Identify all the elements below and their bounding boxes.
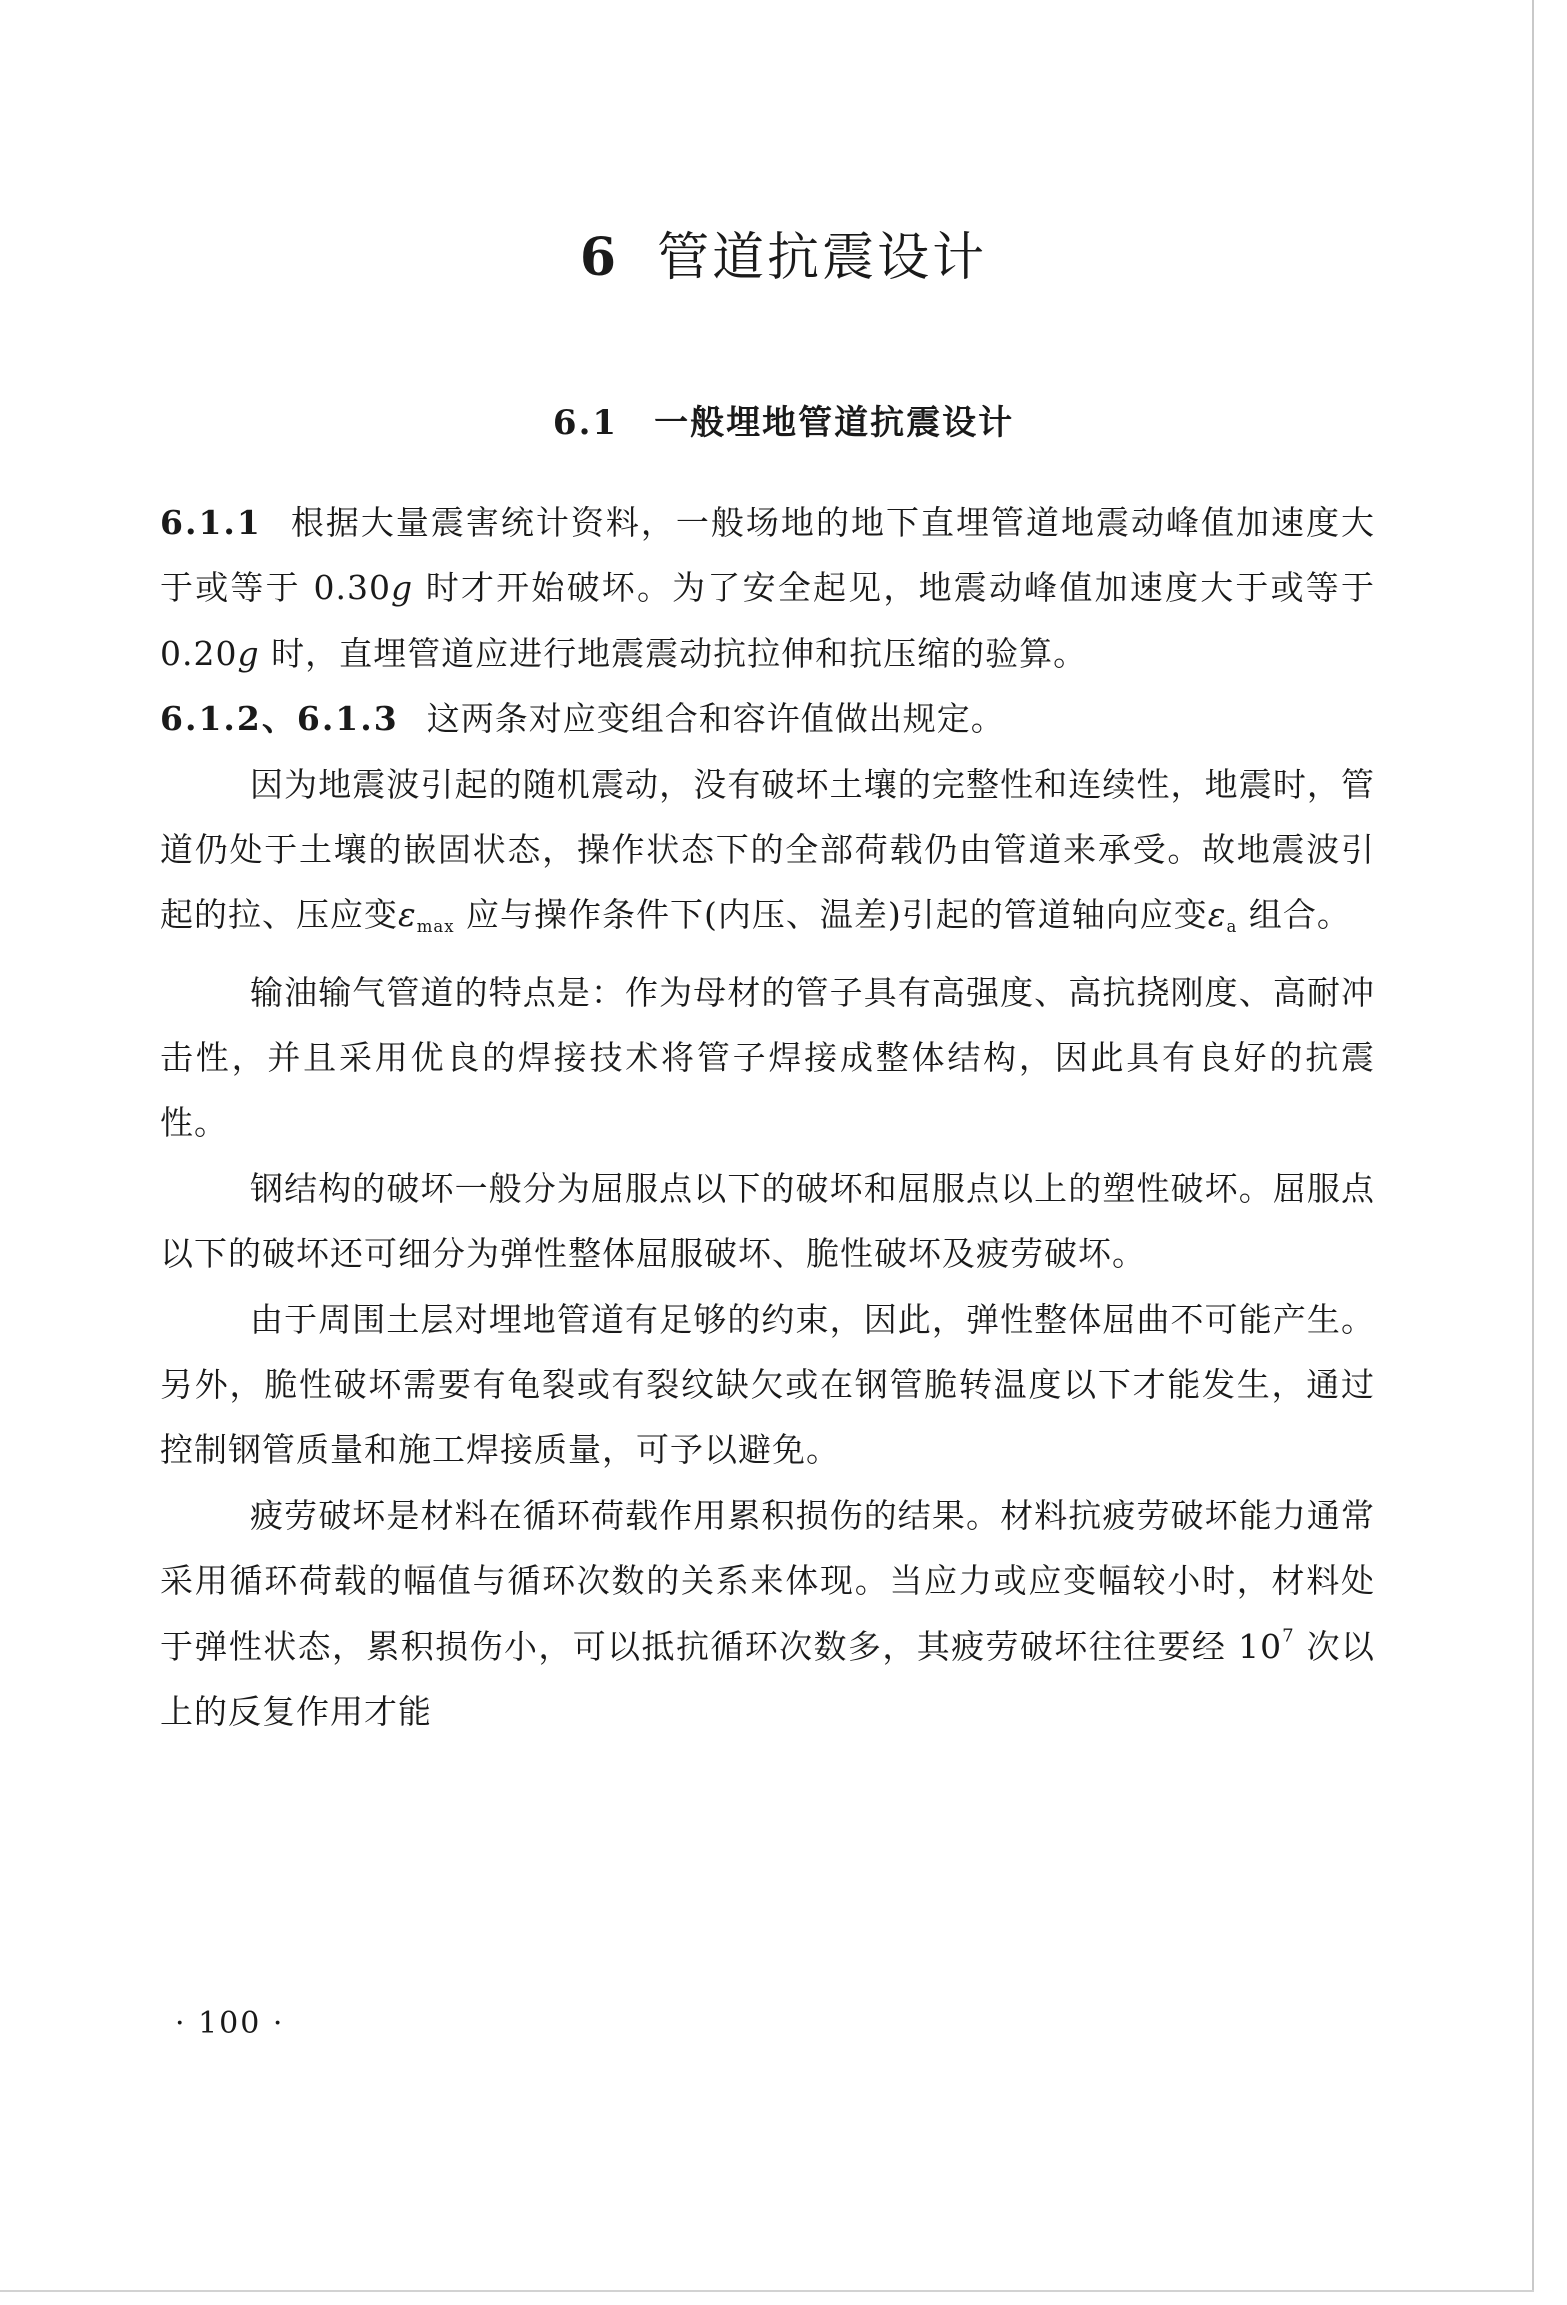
chapter-title-text: 管道抗震设计 xyxy=(657,228,988,288)
symbol-epsilon: ε xyxy=(1207,895,1227,935)
symbol-g: g xyxy=(237,633,260,673)
paragraph-text: 疲劳破坏是材料在循环荷载作用累积损伤的结果。材料抗疲劳破坏能力通常采用循环荷载的幅值与循环次数的关系来体现。当应力或应变幅较小时，材料处于弹性状态，累积损伤小，可以抵抗循环次数多，其疲劳破坏往往要经 10 xyxy=(160,1495,1375,1666)
section-title-text: 一般埋地管道抗震设计 xyxy=(654,403,1015,443)
clause-number: 6.1.2、6.1.3 xyxy=(160,699,399,739)
page-bottom-rule xyxy=(0,2290,1534,2292)
section-number: 6.1 xyxy=(552,403,619,443)
clause-text: 时才开始破坏。为了安全起见，地震动峰值加速度大于或等于 0.20 xyxy=(160,568,1375,673)
clause-6-1-1 xyxy=(160,490,1375,686)
clause-6-1-2 xyxy=(160,686,1375,751)
paragraph-text: 次以上的反复作用才能 xyxy=(160,1626,1376,1732)
body-text xyxy=(160,490,1375,1744)
superscript-exponent: 7 xyxy=(1282,1625,1295,1647)
subscript-a: a xyxy=(1226,917,1238,937)
paragraph-text: 应与操作条件下(内压、温差)引起的管道轴向应变 xyxy=(454,895,1208,935)
clause-text: 这两条对应变组合和容许值做出规定。 xyxy=(426,699,1005,739)
page-edge-rule xyxy=(1532,0,1534,2290)
subscript-max: max xyxy=(416,917,455,937)
clause-text: 根据大量震害统计资料，一般场地的地下直埋管道地震动峰值加速度大于或等于 0.30 xyxy=(160,503,1375,608)
paragraph-text: 组合。 xyxy=(1237,895,1351,935)
chapter-number: 6 xyxy=(579,227,620,288)
section-title xyxy=(0,395,1567,444)
clause-number: 6.1.1 xyxy=(160,503,262,542)
clause-text: 时，直埋管道应进行地震震动抗拉伸和抗压缩的验算。 xyxy=(259,633,1088,673)
paragraph xyxy=(160,1483,1375,1745)
paragraph xyxy=(160,752,1375,960)
paragraph: 钢结构的破坏一般分为屈服点以下的破坏和屈服点以上的塑性破坏。屈服点以下的破坏还可细分为弹性整体屈服破坏、脆性破坏及疲劳破坏。 xyxy=(160,1168,1375,1274)
symbol-epsilon: ε xyxy=(398,895,417,935)
page-number: · 100 · xyxy=(175,2006,285,2041)
paragraph: 由于周围土层对埋地管道有足够的约束，因此，弹性整体屈曲不可能产生。另外，脆性破坏需要有龟裂或有裂纹缺欠或在钢管脆转温度以下才能发生，通过控制钢管质量和施工焊接质量，可予以避免。 xyxy=(160,1299,1375,1470)
symbol-g: g xyxy=(390,568,414,608)
paragraph-text: 因为地震波引起的随机震动，没有破坏土壤的完整性和连续性，地震时，管道仍处于土壤的嵌固状态，操作状态下的全部荷载仍由管道来承受。故地震波引起的拉、压应变 xyxy=(160,764,1375,935)
paragraph: 输油输气管道的特点是：作为母材的管子具有高强度、高抗挠刚度、高耐冲击性，并且采用优良的焊接技术将管子焊接成整体结构，因此具有良好的抗震性。 xyxy=(160,972,1375,1143)
chapter-title xyxy=(0,215,1567,290)
